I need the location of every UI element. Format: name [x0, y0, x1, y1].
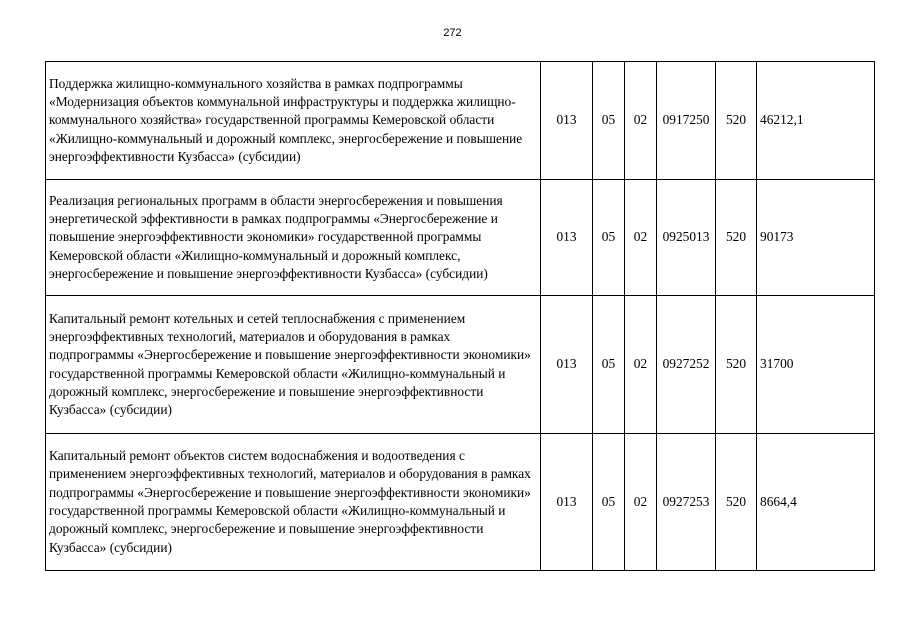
ministry-code: 013	[541, 62, 593, 180]
ministry-code: 013	[541, 434, 593, 571]
ministry-code: 013	[541, 296, 593, 434]
expense-type-code: 520	[716, 62, 757, 180]
table-row	[46, 62, 875, 180]
section-code: 05	[593, 434, 625, 571]
table-row	[46, 434, 875, 571]
section-code: 05	[593, 296, 625, 434]
amount: 90173	[757, 180, 875, 296]
expense-type-code: 520	[716, 434, 757, 571]
amount: 31700	[757, 296, 875, 434]
budget-table	[45, 61, 875, 571]
target-article-code: 0925013	[657, 180, 716, 296]
ministry-code: 013	[541, 180, 593, 296]
table-row	[46, 296, 875, 434]
target-article-code: 0927252	[657, 296, 716, 434]
section-code: 05	[593, 180, 625, 296]
subsection-code: 02	[625, 62, 657, 180]
amount: 8664,4	[757, 434, 875, 571]
subsection-code: 02	[625, 180, 657, 296]
target-article-code: 0927253	[657, 434, 716, 571]
section-code: 05	[593, 62, 625, 180]
table-row	[46, 180, 875, 296]
target-article-code: 0917250	[657, 62, 716, 180]
row-description: Капитальный ремонт объектов систем водоснабжения и водоотведения с применением энергоэффективных технологий, материалов и оборудования в рамках подпрограммы «Энергосбережение и повышение энергоэффективности экономики» государственной программы Кемеровской области «Жилищно-коммунальный и дорожный комплекс, энергосбережение и повышение энергоэффективности Кузбасса» (субсидии)	[46, 434, 541, 571]
expense-type-code: 520	[716, 180, 757, 296]
expense-type-code: 520	[716, 296, 757, 434]
subsection-code: 02	[625, 296, 657, 434]
page-number: 272	[443, 27, 462, 39]
row-description: Реализация региональных программ в области энергосбережения и повышения энергетической эффективности в рамках подпрограммы «Энергосбережение и повышение энергоэффективности экономики» государственной программы Кемеровской области «Жилищно-коммунальный и дорожный комплекс, энергосбережение и повышение энергоэффективности Кузбасса» (субсидии)	[46, 180, 541, 296]
amount: 46212,1	[757, 62, 875, 180]
row-description: Поддержка жилищно-коммунального хозяйства в рамках подпрограммы «Модернизация объектов коммунальной инфраструктуры и поддержка жилищно-коммунального хозяйства» государственной программы Кемеровской области «Жилищно-коммунальный и дорожный комплекс, энергосбережение и повышение энергоэффективности Кузбасса» (субсидии)	[46, 62, 541, 180]
subsection-code: 02	[625, 434, 657, 571]
row-description: Капитальный ремонт котельных и сетей теплоснабжения с применением энергоэффективных технологий, материалов и оборудования в рамках подпрограммы «Энергосбережение и повышение энергоэффективности экономики» государственной программы Кемеровской области «Жилищно-коммунальный и дорожный комплекс, энергосбережение и повышение энергоэффективности Кузбасса» (субсидии)	[46, 296, 541, 434]
